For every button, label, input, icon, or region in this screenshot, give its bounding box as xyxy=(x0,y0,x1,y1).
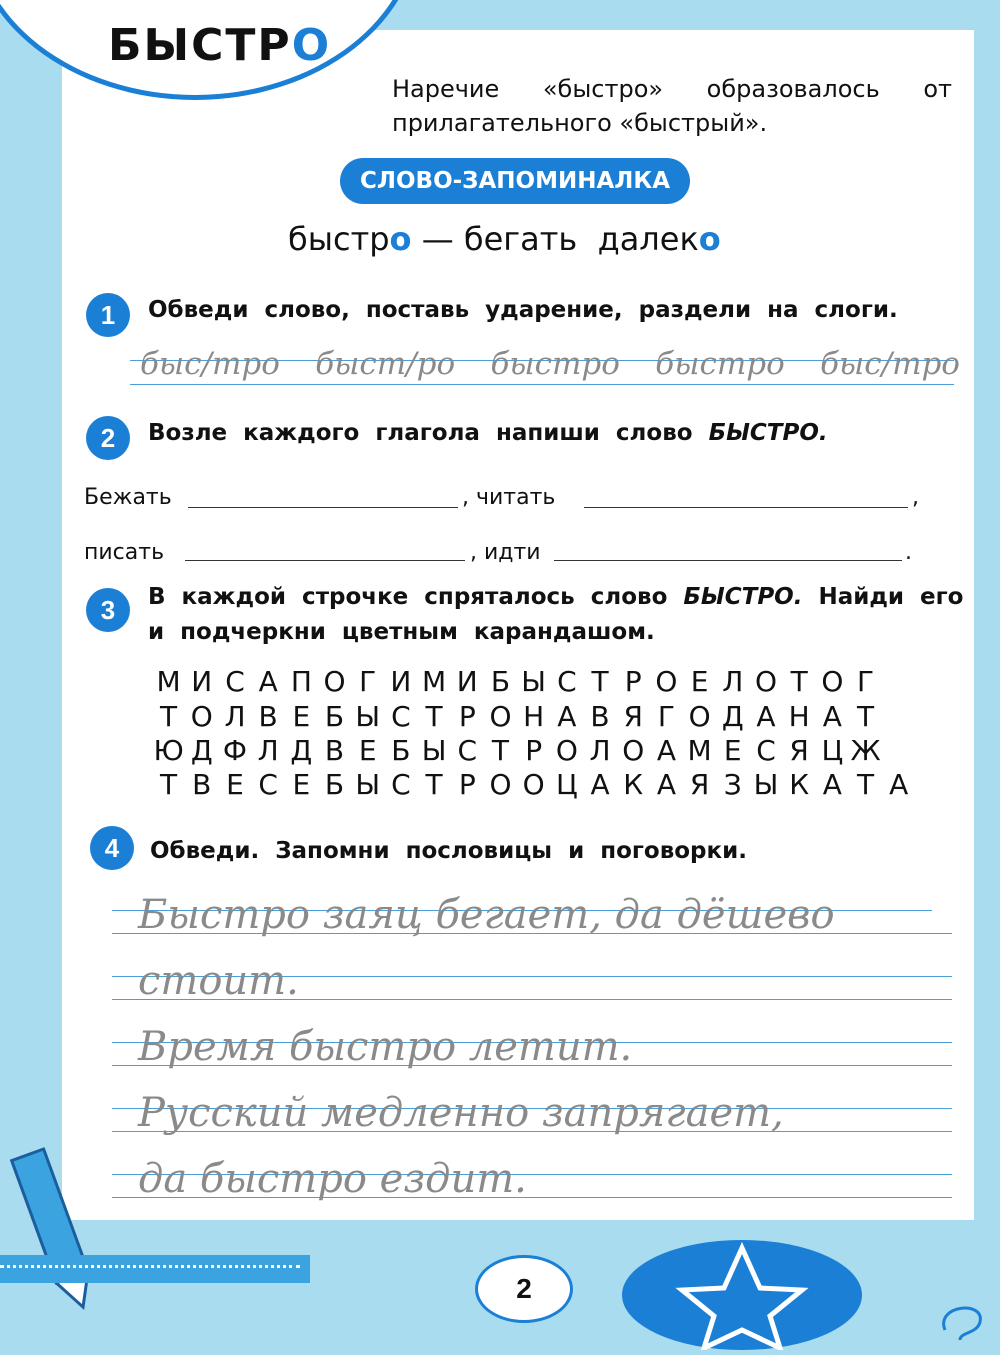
trace-word[interactable]: быстро xyxy=(655,346,785,382)
letter-cell[interactable]: Ы xyxy=(421,734,447,767)
letter-cell[interactable]: М xyxy=(156,665,181,698)
letter-cell[interactable]: Ы xyxy=(355,700,381,733)
letter-cell[interactable]: Д xyxy=(721,700,744,733)
letter-cell[interactable]: А xyxy=(557,700,577,733)
writing-line xyxy=(130,384,954,385)
letter-cell[interactable]: Е xyxy=(723,734,742,767)
letters-badge: A*B xyxy=(805,1285,859,1325)
letter-cell[interactable]: Т xyxy=(160,700,178,733)
letter-cell[interactable]: Т xyxy=(856,700,875,733)
letter-cell[interactable]: Г xyxy=(856,665,875,698)
letter-cell[interactable]: Р xyxy=(458,768,476,801)
letter-cell[interactable]: Я xyxy=(623,700,643,733)
letter-cell[interactable]: О xyxy=(754,665,777,698)
letter-cell[interactable]: Ж xyxy=(850,734,881,767)
letter-cell[interactable]: В xyxy=(324,734,345,767)
memo-badge: СЛОВО-ЗАПОМИНАЛКА xyxy=(340,158,690,204)
letter-cell[interactable]: Т xyxy=(425,768,443,801)
letter-cell[interactable]: С xyxy=(225,665,245,698)
letter-cell[interactable]: Н xyxy=(523,700,545,733)
letter-cell[interactable]: А xyxy=(656,768,676,801)
letter-cell[interactable]: Н xyxy=(788,700,810,733)
letter-cell[interactable]: Л xyxy=(257,734,279,767)
task-1-words xyxy=(140,346,960,382)
trace-word[interactable]: быстро xyxy=(490,346,620,382)
task-2-instruction: Возле каждого глагола напиши слово БЫСТРО. xyxy=(148,420,828,446)
task-1-instruction: Обведи слово, поставь ударение, раздели на слоги. xyxy=(148,297,898,323)
letter-cell[interactable]: О xyxy=(655,665,678,698)
letter-cell[interactable]: И xyxy=(191,665,213,698)
letter-cell[interactable]: С xyxy=(258,768,278,801)
footer-dots xyxy=(0,1265,300,1274)
page-title: БЫСТРО xyxy=(108,20,332,71)
task-number-4: 4 xyxy=(90,826,134,870)
letter-cell[interactable]: С xyxy=(457,734,478,767)
letter-cell[interactable]: О xyxy=(323,665,346,698)
letter-cell[interactable]: Л xyxy=(224,700,246,733)
letter-cell[interactable]: О xyxy=(622,734,645,767)
letter-cell[interactable]: Т xyxy=(160,768,178,801)
letter-cell[interactable]: Д xyxy=(190,734,213,767)
letter-cell[interactable]: Р xyxy=(458,700,476,733)
letter-cell[interactable]: Д xyxy=(290,734,313,767)
letter-row[interactable] xyxy=(152,768,915,801)
letter-cell[interactable]: Б xyxy=(490,665,511,698)
letter-cell[interactable]: Ю xyxy=(153,734,184,767)
verb-punct: . xyxy=(905,540,912,565)
letter-cell[interactable]: О xyxy=(821,665,844,698)
letter-cell[interactable]: Я xyxy=(689,768,710,801)
task-number-3: 3 xyxy=(86,588,130,632)
letter-cell[interactable]: А xyxy=(822,700,842,733)
letter-cell[interactable]: Е xyxy=(358,734,377,767)
letter-cell[interactable]: С xyxy=(557,665,577,698)
verb-label: Бежать xyxy=(84,485,172,510)
letter-cell[interactable]: Е xyxy=(292,700,311,733)
letter-cell[interactable]: А xyxy=(258,665,278,698)
letter-cell[interactable]: Р xyxy=(525,734,543,767)
trace-word[interactable]: быс/тро xyxy=(820,346,960,382)
letter-cell[interactable]: Г xyxy=(657,700,675,733)
letter-cell[interactable]: К xyxy=(623,768,644,801)
letter-cell[interactable]: О xyxy=(489,700,512,733)
letter-cell[interactable]: П xyxy=(290,665,312,698)
letter-cell[interactable]: О xyxy=(489,768,512,801)
letter-cell[interactable]: Б xyxy=(391,734,411,767)
letter-cell[interactable]: Е xyxy=(292,768,311,801)
proverb-line[interactable]: Быстро заяц бегает, да дёшево xyxy=(138,892,835,938)
letter-cell[interactable]: О xyxy=(190,700,213,733)
letter-row[interactable] xyxy=(152,734,882,767)
letter-cell[interactable]: Т xyxy=(425,700,443,733)
letter-cell[interactable]: Ф xyxy=(222,734,248,767)
letter-cell[interactable]: В xyxy=(258,700,278,733)
letter-cell[interactable]: Т xyxy=(491,734,510,767)
pencil-icon xyxy=(10,1140,100,1320)
answer-blank[interactable] xyxy=(185,560,465,561)
letter-cell[interactable]: Ц xyxy=(821,734,844,767)
answer-blank[interactable] xyxy=(584,507,908,508)
letter-cell[interactable]: Е xyxy=(226,768,244,801)
letter-cell[interactable]: В xyxy=(590,700,610,733)
task-3-instruction: В каждой строчке спряталось слово БЫСТРО. Найди его xyxy=(148,584,964,610)
letter-cell[interactable]: З xyxy=(723,768,742,801)
letter-cell[interactable]: А xyxy=(822,768,842,801)
letter-cell[interactable]: К xyxy=(789,768,810,801)
verb-label: , идти xyxy=(470,540,541,565)
letter-cell[interactable]: С xyxy=(756,734,776,767)
letter-cell[interactable]: И xyxy=(390,665,412,698)
letter-cell[interactable]: М xyxy=(687,734,712,767)
letter-cell[interactable]: О xyxy=(688,700,711,733)
letter-cell[interactable]: С xyxy=(391,768,411,801)
proverb-line[interactable]: да быстро ездит. xyxy=(138,1156,527,1202)
verb-label: писать xyxy=(84,540,165,565)
letter-cell[interactable]: Т xyxy=(856,768,875,801)
letter-cell[interactable]: Г xyxy=(359,665,377,698)
letter-cell[interactable]: И xyxy=(456,665,478,698)
task-3-instruction-cont: и подчеркни цветным карандашом. xyxy=(148,619,655,645)
letter-cell[interactable]: С xyxy=(391,700,411,733)
memo-phrase: быстро — бегать далеко xyxy=(288,220,721,258)
intro-text: Наречие «быстро» образовалось от прилагательного «быстрый». xyxy=(392,75,952,137)
letter-cell[interactable]: Я xyxy=(789,734,809,767)
trace-word[interactable]: быст/ро xyxy=(315,346,456,382)
task-number-2: 2 xyxy=(86,416,130,460)
letter-cell[interactable]: М xyxy=(422,665,447,698)
letter-cell[interactable]: В xyxy=(192,768,212,801)
letter-cell[interactable]: О xyxy=(555,734,578,767)
letter-row[interactable] xyxy=(152,665,882,698)
letter-cell[interactable]: Р xyxy=(624,665,642,698)
letter-cell[interactable]: Л xyxy=(722,665,744,698)
letter-row[interactable] xyxy=(152,700,882,733)
letter-cell[interactable]: Т xyxy=(591,665,609,698)
letter-cell[interactable]: Б xyxy=(324,768,345,801)
answer-blank[interactable] xyxy=(554,560,902,561)
letter-cell[interactable]: Л xyxy=(589,734,611,767)
verb-punct: , xyxy=(912,485,919,510)
answer-blank[interactable] xyxy=(188,507,458,508)
letter-cell[interactable]: Е xyxy=(690,665,709,698)
letter-cell[interactable]: А xyxy=(756,700,776,733)
proverb-line[interactable]: Русский медленно запрягает, xyxy=(138,1090,784,1136)
letter-cell[interactable]: Т xyxy=(790,665,808,698)
letter-cell[interactable]: О xyxy=(522,768,545,801)
question-mark-icon xyxy=(935,1300,995,1340)
page-number: 2 xyxy=(475,1255,573,1323)
verb-label: , читать xyxy=(462,485,556,510)
letter-cell[interactable]: А xyxy=(590,768,610,801)
letter-cell[interactable]: Б xyxy=(324,700,345,733)
task-4-instruction: Обведи. Запомни пословицы и поговорки. xyxy=(150,838,747,864)
letter-cell[interactable]: А xyxy=(656,734,676,767)
letter-cell[interactable]: Ы xyxy=(753,768,779,801)
proverb-line[interactable]: стоит. xyxy=(138,958,299,1004)
letter-cell[interactable]: Ц xyxy=(555,768,578,801)
letter-cell[interactable]: А xyxy=(889,768,909,801)
task-number-1: 1 xyxy=(86,293,130,337)
proverb-line[interactable]: Время быстро летит. xyxy=(138,1024,633,1070)
trace-word[interactable]: быс/тро xyxy=(140,346,280,382)
letter-cell[interactable]: Ы xyxy=(521,665,547,698)
letter-cell[interactable]: Ы xyxy=(355,768,381,801)
